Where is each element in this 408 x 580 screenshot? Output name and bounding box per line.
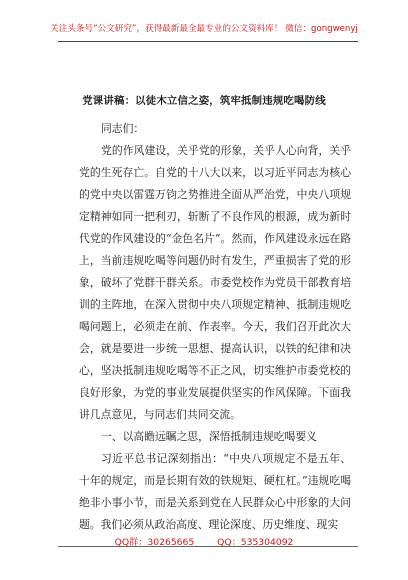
header-banner: 关注头条号“公文研究”，获得最新最全最专业的公文资料库！ 微信：gongwenyj [50,24,358,34]
footer-contact [0,534,408,548]
footer-qq: QQ：535304092 [217,537,294,548]
footer-qq-group: QQ群：30265665 [114,537,195,548]
paragraph: 习近平总书记深刻指出：“中央八项规定不是五年、十年的规定，而是长期有效的铁规矩、硬杠杠。”违规吃喝绝非小事小节，而是关系到党在人民群众心中形象的大问题。我们必须从政治高度、理论深度、历史维度、现实 [79,452,351,531]
greeting: 同志们： [101,122,145,135]
header-divider [58,41,358,42]
document-body [79,118,351,536]
section-heading: 一、以高瞻远瞩之思，深悟抵制违规吃喝要义 [101,430,317,443]
paragraph: 党的作风建设，关乎党的形象，关乎人心向背，关乎党的生死存亡。自党的十八大以来，以习近平同志为核心的党中央以雷霆万钧之势推进全面从严治党，中央八项规定精神如同一把利刃，斩断了不良作风的根源，成为新时代党的作风建设的“金色名片”。然而，作风建设永远在路上，当前违规吃喝等问题仍时有发生，严重损害了党的形象，破坏了党群干群关系。市委党校作为党员干部教育培训的主阵地，在深入贯彻中央八项规定精神、抵制违规吃喝问题上，必须走在前、作表率。今天，我们召开此次大会，就是要进一步统一思想、提高认识，以铁的纪律和决心，坚决抵制违规吃喝等不正之风，切实维护市委党校的良好形象，为党的事业发展提供坚实的作风保障。下面我讲几点意见，与同志们共同交流。 [79,144,351,421]
document-title: 党课讲稿：以徒木立信之姿，筑牢抵制违规吃喝防线 [82,95,326,107]
